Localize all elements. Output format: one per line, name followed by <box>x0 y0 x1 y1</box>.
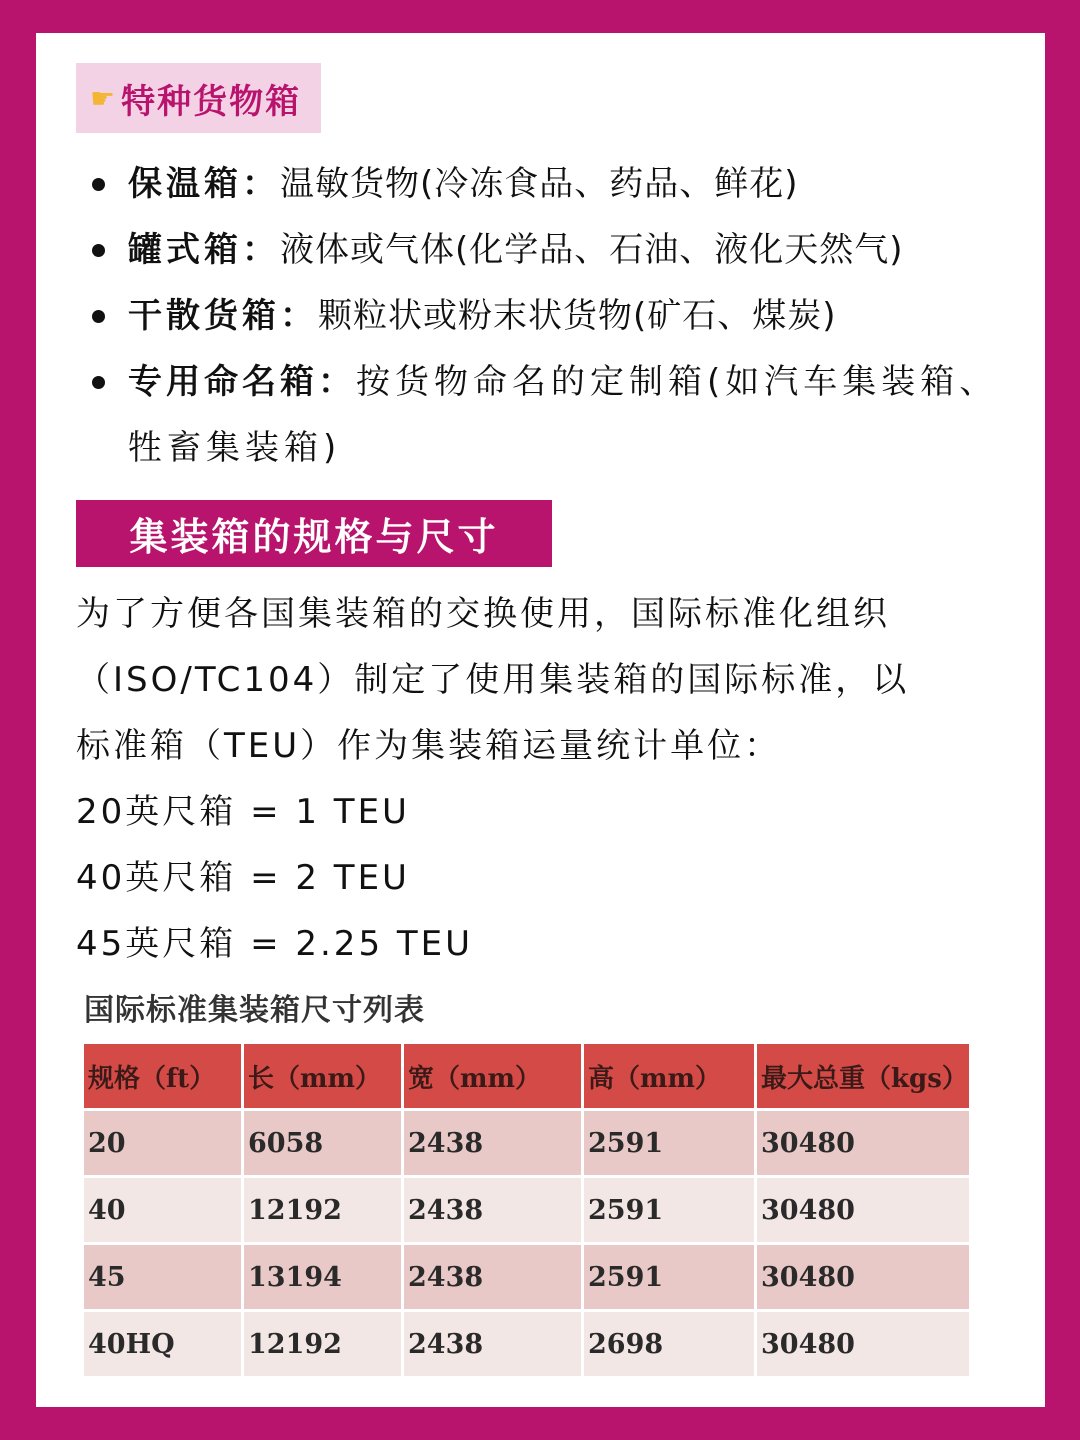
table-cell: 30480 <box>756 1177 971 1244</box>
content-card <box>36 33 1045 1407</box>
table-cell: 40HQ <box>83 1311 243 1378</box>
table-cell: 2438 <box>403 1110 583 1177</box>
badge-title: 特种货物箱 <box>121 81 302 122</box>
pointing-hand-icon: ☛ <box>90 81 116 115</box>
table-cell: 12192 <box>243 1311 403 1378</box>
intro-line: （ISO/TC104）制定了使用集装箱的国际标准，以 <box>76 660 910 700</box>
table-cell: 2438 <box>403 1311 583 1378</box>
table-cell: 20 <box>83 1110 243 1177</box>
list-item <box>92 349 1022 481</box>
bullet-icon <box>92 178 105 191</box>
bullet-icon <box>92 310 105 323</box>
list-item-term: 干散货箱： <box>128 296 318 336</box>
table-cell: 12192 <box>243 1177 403 1244</box>
table-row <box>83 1110 971 1177</box>
table-cell: 30480 <box>756 1311 971 1378</box>
list-item-term: 罐式箱： <box>128 230 280 270</box>
header-cell: 宽（mm） <box>403 1043 583 1110</box>
intro-line: 标准箱（TEU）作为集装箱运量统计单位： <box>76 726 782 766</box>
section-title: 集装箱的规格与尺寸 <box>76 500 552 567</box>
header-cell: 规格（ft） <box>83 1043 243 1110</box>
list-item-desc: 温敏货物(冷冻食品、药品、鲜花) <box>280 164 799 204</box>
table-row <box>83 1177 971 1244</box>
special-container-list <box>92 151 1022 481</box>
table-cell: 2591 <box>583 1244 756 1311</box>
header-cell: 最大总重（kgs） <box>756 1043 971 1110</box>
table-cell: 30480 <box>756 1244 971 1311</box>
list-item-desc: 按货物命名的定制箱(如汽车集装箱、牲畜集装箱) <box>128 362 999 468</box>
section-badge <box>76 63 321 133</box>
table-cell: 45 <box>83 1244 243 1311</box>
container-size-table <box>81 1041 972 1379</box>
table-cell: 2438 <box>403 1244 583 1311</box>
header-cell: 高（mm） <box>583 1043 756 1110</box>
table-row <box>83 1244 971 1311</box>
table-cell: 40 <box>83 1177 243 1244</box>
bullet-icon <box>92 244 105 257</box>
list-item-desc: 液体或气体(化学品、石油、液化天然气) <box>280 230 904 270</box>
table-cell: 2591 <box>583 1110 756 1177</box>
list-item-term: 专用命名箱： <box>128 362 356 402</box>
table-row <box>83 1311 971 1378</box>
list-item <box>92 217 1022 283</box>
table-header-row <box>83 1043 971 1110</box>
table-title: 国际标准集装箱尺寸列表 <box>84 993 425 1028</box>
table-cell: 2698 <box>583 1311 756 1378</box>
intro-paragraph <box>76 581 1016 779</box>
list-item <box>92 283 1022 349</box>
list-item-term: 保温箱： <box>128 164 280 204</box>
list-item-desc: 颗粒状或粉末状货物(矿石、煤炭) <box>318 296 837 336</box>
intro-line: 为了方便各国集装箱的交换使用，国际标准化组织 <box>76 594 890 634</box>
table-cell: 30480 <box>756 1110 971 1177</box>
header-cell: 长（mm） <box>243 1043 403 1110</box>
list-item <box>92 151 1022 217</box>
bullet-icon <box>92 376 105 389</box>
teu-line-20ft: 20英尺箱 = 1 TEU <box>76 792 410 832</box>
table-cell: 2438 <box>403 1177 583 1244</box>
teu-line-45ft: 45英尺箱 = 2.25 TEU <box>76 924 474 964</box>
table-cell: 13194 <box>243 1244 403 1311</box>
teu-line-40ft: 40英尺箱 = 2 TEU <box>76 858 410 898</box>
table-cell: 6058 <box>243 1110 403 1177</box>
table-cell: 2591 <box>583 1177 756 1244</box>
